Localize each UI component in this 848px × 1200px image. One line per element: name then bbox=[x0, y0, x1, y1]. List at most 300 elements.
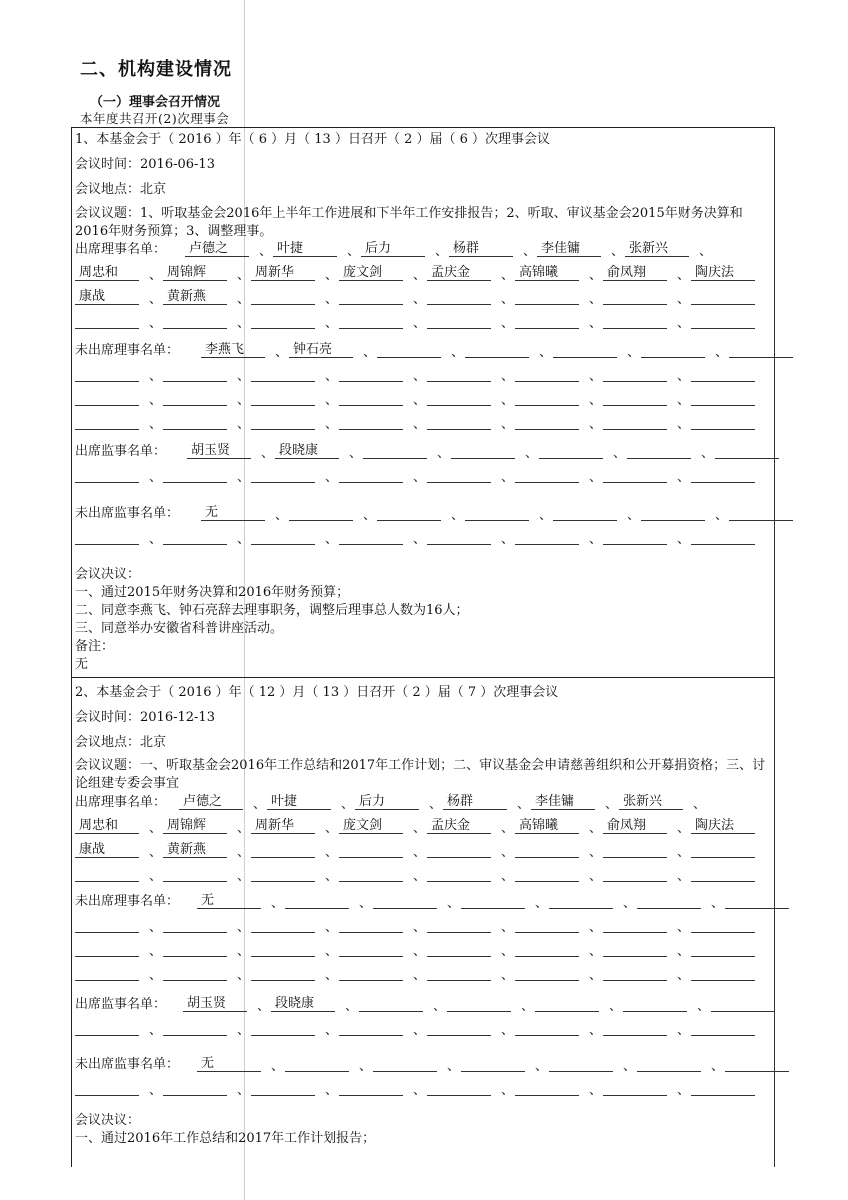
name-slot bbox=[603, 313, 667, 329]
name-separator: 、 bbox=[539, 508, 553, 523]
resolution-label: 会议决议： bbox=[75, 567, 141, 582]
name-separator: 、 bbox=[501, 393, 515, 408]
name-separator: 、 bbox=[501, 968, 515, 983]
name-separator: 、 bbox=[437, 446, 451, 461]
name-separator: 、 bbox=[501, 532, 515, 547]
name-slot bbox=[427, 313, 491, 329]
name-slot: 孟庆金 bbox=[427, 818, 491, 834]
name-slot bbox=[75, 1080, 139, 1096]
name-slot bbox=[715, 443, 779, 459]
name-slot bbox=[75, 366, 139, 382]
name-slot bbox=[427, 289, 491, 305]
resolution-item: 一、通过2016年工作总结和2017年工作计划报告； bbox=[75, 1131, 376, 1146]
place-label: 会议地点： bbox=[75, 735, 141, 750]
name-slot: 庞文剑 bbox=[339, 265, 403, 281]
name-separator: 、 bbox=[149, 292, 163, 307]
name-slot bbox=[623, 996, 687, 1012]
name-slot bbox=[427, 529, 491, 545]
name-separator: 、 bbox=[341, 797, 355, 812]
name-separator: 、 bbox=[237, 944, 251, 959]
name-separator: 、 bbox=[275, 508, 289, 523]
name-separator: 、 bbox=[413, 268, 427, 283]
name-slot bbox=[163, 917, 227, 933]
name-separator: 、 bbox=[149, 821, 163, 836]
name-slot: 孟庆金 bbox=[427, 265, 491, 281]
name-separator: 、 bbox=[271, 896, 285, 911]
name-separator: 、 bbox=[677, 869, 691, 884]
absent-directors-list bbox=[75, 893, 769, 989]
name-slot bbox=[553, 505, 617, 521]
name-separator: 、 bbox=[501, 316, 515, 331]
name-separator: 、 bbox=[677, 470, 691, 485]
name-slot bbox=[251, 467, 315, 483]
list-label: 出席监事名单： bbox=[75, 997, 167, 1012]
name-slot bbox=[729, 342, 793, 358]
name-slot bbox=[553, 342, 617, 358]
name-separator: 、 bbox=[149, 393, 163, 408]
name-separator: 、 bbox=[413, 316, 427, 331]
name-separator: 、 bbox=[349, 446, 363, 461]
name-slot bbox=[163, 390, 227, 406]
name-separator: 、 bbox=[589, 1083, 603, 1098]
name-slot bbox=[359, 996, 423, 1012]
name-slot bbox=[163, 529, 227, 545]
name-slot: 无 bbox=[201, 505, 265, 521]
name-separator: 、 bbox=[325, 393, 339, 408]
name-separator: 、 bbox=[501, 821, 515, 836]
time-label: 会议时间： bbox=[75, 157, 141, 172]
name-slot bbox=[691, 842, 755, 858]
name-separator: 、 bbox=[325, 316, 339, 331]
name-slot bbox=[163, 467, 227, 483]
name-separator: 、 bbox=[429, 797, 443, 812]
name-slot bbox=[461, 893, 525, 909]
name-separator: 、 bbox=[501, 1083, 515, 1098]
name-separator: 、 bbox=[589, 268, 603, 283]
name-separator: 、 bbox=[589, 869, 603, 884]
name-separator: 、 bbox=[237, 968, 251, 983]
meeting-time-row bbox=[75, 156, 215, 174]
name-separator: 、 bbox=[325, 968, 339, 983]
name-separator: 、 bbox=[363, 508, 377, 523]
name-slot: 杨群 bbox=[449, 241, 513, 257]
meeting-heading: 1、本基金会于（ 2016 ）年（ 6 ）月（ 13 ）日召开（ 2 ）届（ 6 ）次理事会议 bbox=[75, 132, 551, 147]
name-separator: 、 bbox=[363, 345, 377, 360]
name-slot: 康战 bbox=[75, 289, 139, 305]
name-separator: 、 bbox=[149, 869, 163, 884]
name-separator: 、 bbox=[589, 968, 603, 983]
name-slot: 胡玉贤 bbox=[183, 996, 247, 1012]
name-separator: 、 bbox=[501, 944, 515, 959]
name-slot: 周锦辉 bbox=[163, 265, 227, 281]
name-slot bbox=[603, 366, 667, 382]
name-separator: 、 bbox=[237, 470, 251, 485]
name-slot bbox=[515, 390, 579, 406]
name-slot bbox=[75, 313, 139, 329]
name-separator: 、 bbox=[677, 920, 691, 935]
time-label: 会议时间： bbox=[75, 710, 141, 725]
name-separator: 、 bbox=[677, 968, 691, 983]
meeting-place-row bbox=[75, 734, 166, 752]
name-separator: 、 bbox=[501, 268, 515, 283]
name-slot bbox=[75, 467, 139, 483]
resolution-label: 会议决议： bbox=[75, 1113, 141, 1128]
name-separator: 、 bbox=[237, 316, 251, 331]
name-slot: 周忠和 bbox=[75, 265, 139, 281]
name-slot bbox=[251, 866, 315, 882]
name-slot bbox=[75, 414, 139, 430]
name-slot bbox=[339, 1020, 403, 1036]
name-separator: 、 bbox=[359, 1059, 373, 1074]
name-slot bbox=[75, 866, 139, 882]
topic-label: 会议议题： bbox=[75, 758, 141, 773]
meeting-count-summary: 本年度共召开(2)次理事会 bbox=[80, 111, 230, 126]
name-slot bbox=[691, 289, 755, 305]
name-separator: 、 bbox=[677, 1023, 691, 1038]
resolution-item: 三、同意举办安徽省科普讲座活动。 bbox=[75, 621, 284, 636]
name-slot: 杨群 bbox=[443, 794, 507, 810]
name-slot bbox=[725, 893, 789, 909]
name-slot bbox=[427, 414, 491, 430]
table-left-border bbox=[71, 127, 72, 1167]
name-separator: 、 bbox=[237, 869, 251, 884]
name-slot bbox=[251, 1020, 315, 1036]
name-slot bbox=[251, 390, 315, 406]
name-slot bbox=[251, 414, 315, 430]
name-slot bbox=[451, 443, 515, 459]
name-slot: 周忠和 bbox=[75, 818, 139, 834]
name-separator: 、 bbox=[149, 845, 163, 860]
name-separator: 、 bbox=[347, 244, 361, 259]
name-separator: 、 bbox=[623, 896, 637, 911]
name-separator: 、 bbox=[325, 920, 339, 935]
name-slot bbox=[465, 505, 529, 521]
name-separator: 、 bbox=[677, 292, 691, 307]
name-separator: 、 bbox=[677, 1083, 691, 1098]
name-slot bbox=[711, 996, 775, 1012]
name-separator: 、 bbox=[501, 292, 515, 307]
name-separator: 、 bbox=[535, 896, 549, 911]
name-separator: 、 bbox=[413, 292, 427, 307]
name-separator: 、 bbox=[413, 470, 427, 485]
meeting-heading: 2、本基金会于（ 2016 ）年（ 12 ）月（ 13 ）日召开（ 2 ）届（ 7 ）次理事会议 bbox=[75, 685, 559, 700]
name-separator: 、 bbox=[237, 532, 251, 547]
name-slot: 叶捷 bbox=[267, 794, 331, 810]
name-separator: 、 bbox=[589, 944, 603, 959]
name-slot bbox=[641, 342, 705, 358]
name-separator: 、 bbox=[677, 821, 691, 836]
name-slot bbox=[515, 1020, 579, 1036]
name-separator: 、 bbox=[259, 244, 273, 259]
name-separator: 、 bbox=[525, 446, 539, 461]
name-separator: 、 bbox=[149, 369, 163, 384]
name-slot bbox=[251, 842, 315, 858]
name-separator: 、 bbox=[539, 345, 553, 360]
name-slot bbox=[75, 941, 139, 957]
topic-label: 会议议题： bbox=[75, 206, 141, 221]
name-separator: 、 bbox=[693, 797, 707, 812]
name-slot bbox=[377, 342, 441, 358]
name-separator: 、 bbox=[237, 369, 251, 384]
name-separator: 、 bbox=[589, 470, 603, 485]
name-slot bbox=[447, 996, 511, 1012]
absent-supervisors-list bbox=[75, 1056, 769, 1104]
name-slot: 后力 bbox=[355, 794, 419, 810]
name-separator: 、 bbox=[589, 821, 603, 836]
name-separator: 、 bbox=[711, 1059, 725, 1074]
name-separator: 、 bbox=[677, 845, 691, 860]
name-slot: 卢德之 bbox=[179, 794, 243, 810]
name-slot: 陶庆法 bbox=[691, 818, 755, 834]
name-separator: 、 bbox=[413, 845, 427, 860]
name-separator: 、 bbox=[237, 292, 251, 307]
name-separator: 、 bbox=[501, 1023, 515, 1038]
name-separator: 、 bbox=[699, 244, 713, 259]
name-slot: 高锦曦 bbox=[515, 265, 579, 281]
name-slot: 钟石亮 bbox=[289, 342, 353, 358]
name-slot: 张新兴 bbox=[619, 794, 683, 810]
name-slot bbox=[251, 366, 315, 382]
name-slot: 后力 bbox=[361, 241, 425, 257]
name-separator: 、 bbox=[413, 393, 427, 408]
name-separator: 、 bbox=[589, 316, 603, 331]
name-slot bbox=[515, 467, 579, 483]
name-slot bbox=[427, 390, 491, 406]
name-slot bbox=[603, 529, 667, 545]
name-slot bbox=[163, 1080, 227, 1096]
name-separator: 、 bbox=[149, 944, 163, 959]
name-slot bbox=[339, 414, 403, 430]
name-slot bbox=[515, 842, 579, 858]
name-slot: 卢德之 bbox=[185, 241, 249, 257]
name-separator: 、 bbox=[237, 417, 251, 432]
name-separator: 、 bbox=[623, 1059, 637, 1074]
name-slot bbox=[339, 1080, 403, 1096]
name-slot bbox=[515, 1080, 579, 1096]
name-separator: 、 bbox=[589, 845, 603, 860]
name-slot bbox=[603, 965, 667, 981]
name-separator: 、 bbox=[517, 797, 531, 812]
name-separator: 、 bbox=[589, 393, 603, 408]
name-slot: 周锦辉 bbox=[163, 818, 227, 834]
name-separator: 、 bbox=[435, 244, 449, 259]
name-separator: 、 bbox=[589, 920, 603, 935]
present-directors-list bbox=[75, 241, 769, 337]
name-separator: 、 bbox=[501, 470, 515, 485]
name-separator: 、 bbox=[149, 920, 163, 935]
name-slot bbox=[339, 313, 403, 329]
name-slot bbox=[251, 1080, 315, 1096]
name-separator: 、 bbox=[501, 869, 515, 884]
name-slot bbox=[285, 1056, 349, 1072]
name-slot bbox=[339, 917, 403, 933]
name-separator: 、 bbox=[609, 999, 623, 1014]
name-separator: 、 bbox=[413, 869, 427, 884]
name-separator: 、 bbox=[237, 845, 251, 860]
name-separator: 、 bbox=[257, 999, 271, 1014]
name-slot: 俞凤翔 bbox=[603, 265, 667, 281]
list-label: 未出席理事名单： bbox=[75, 894, 180, 909]
name-separator: 、 bbox=[433, 999, 447, 1014]
name-slot bbox=[163, 866, 227, 882]
meeting-time: 2016-06-13 bbox=[140, 157, 215, 172]
name-separator: 、 bbox=[413, 369, 427, 384]
name-slot bbox=[515, 414, 579, 430]
name-separator: 、 bbox=[501, 920, 515, 935]
name-slot bbox=[603, 842, 667, 858]
name-slot bbox=[603, 289, 667, 305]
resolution-item: 二、同意李燕飞、钟石亮辞去理事职务，调整后理事总人数为16人； bbox=[75, 603, 469, 618]
name-separator: 、 bbox=[325, 292, 339, 307]
name-separator: 、 bbox=[413, 417, 427, 432]
name-slot bbox=[427, 917, 491, 933]
name-separator: 、 bbox=[325, 821, 339, 836]
name-slot bbox=[427, 366, 491, 382]
name-slot bbox=[427, 1080, 491, 1096]
name-slot: 周新华 bbox=[251, 265, 315, 281]
name-slot: 高锦曦 bbox=[515, 818, 579, 834]
name-separator: 、 bbox=[501, 417, 515, 432]
name-separator: 、 bbox=[149, 968, 163, 983]
name-separator: 、 bbox=[325, 268, 339, 283]
meeting-divider bbox=[71, 677, 774, 678]
name-slot bbox=[75, 390, 139, 406]
name-separator: 、 bbox=[413, 1083, 427, 1098]
name-slot bbox=[549, 1056, 613, 1072]
name-separator: 、 bbox=[611, 244, 625, 259]
name-slot bbox=[515, 289, 579, 305]
name-separator: 、 bbox=[501, 845, 515, 860]
name-slot bbox=[163, 1020, 227, 1036]
name-separator: 、 bbox=[325, 869, 339, 884]
list-label: 未出席监事名单： bbox=[75, 1057, 180, 1072]
name-slot bbox=[539, 443, 603, 459]
name-separator: 、 bbox=[697, 999, 711, 1014]
name-separator: 、 bbox=[413, 920, 427, 935]
name-slot bbox=[427, 941, 491, 957]
name-slot bbox=[163, 414, 227, 430]
name-separator: 、 bbox=[149, 417, 163, 432]
name-slot bbox=[339, 467, 403, 483]
name-separator: 、 bbox=[325, 944, 339, 959]
name-slot bbox=[339, 965, 403, 981]
name-slot bbox=[637, 1056, 701, 1072]
name-separator: 、 bbox=[271, 1059, 285, 1074]
name-slot bbox=[339, 366, 403, 382]
name-separator: 、 bbox=[677, 369, 691, 384]
list-label: 出席理事名单： bbox=[75, 795, 167, 810]
name-separator: 、 bbox=[711, 896, 725, 911]
name-slot bbox=[627, 443, 691, 459]
name-slot: 李燕飞 bbox=[201, 342, 265, 358]
name-separator: 、 bbox=[149, 1023, 163, 1038]
name-slot: 李佳镛 bbox=[537, 241, 601, 257]
name-slot bbox=[515, 866, 579, 882]
name-separator: 、 bbox=[275, 345, 289, 360]
name-separator: 、 bbox=[149, 532, 163, 547]
name-slot: 陶庆法 bbox=[691, 265, 755, 281]
name-separator: 、 bbox=[613, 446, 627, 461]
name-separator: 、 bbox=[325, 369, 339, 384]
name-slot bbox=[427, 1020, 491, 1036]
name-slot: 黄新燕 bbox=[163, 842, 227, 858]
meeting-place-row bbox=[75, 181, 166, 199]
name-separator: 、 bbox=[677, 944, 691, 959]
meeting-topic-row bbox=[75, 205, 771, 241]
name-slot bbox=[691, 965, 755, 981]
name-separator: 、 bbox=[677, 393, 691, 408]
list-label: 出席理事名单： bbox=[75, 242, 167, 257]
name-separator: 、 bbox=[325, 417, 339, 432]
name-separator: 、 bbox=[677, 532, 691, 547]
name-slot bbox=[377, 505, 441, 521]
name-separator: 、 bbox=[325, 845, 339, 860]
name-slot: 庞文剑 bbox=[339, 818, 403, 834]
name-slot bbox=[75, 1020, 139, 1036]
name-slot: 俞凤翔 bbox=[603, 818, 667, 834]
name-separator: 、 bbox=[451, 345, 465, 360]
name-slot bbox=[289, 505, 353, 521]
name-slot bbox=[515, 917, 579, 933]
name-slot bbox=[251, 529, 315, 545]
name-slot bbox=[535, 996, 599, 1012]
name-slot bbox=[603, 1080, 667, 1096]
name-separator: 、 bbox=[237, 1083, 251, 1098]
meeting-time: 2016-12-13 bbox=[140, 710, 215, 725]
name-separator: 、 bbox=[345, 999, 359, 1014]
name-slot bbox=[427, 842, 491, 858]
name-slot bbox=[251, 313, 315, 329]
name-slot bbox=[549, 893, 613, 909]
name-separator: 、 bbox=[149, 470, 163, 485]
name-slot bbox=[515, 313, 579, 329]
name-slot bbox=[691, 390, 755, 406]
name-separator: 、 bbox=[589, 532, 603, 547]
name-slot: 段晓康 bbox=[275, 443, 339, 459]
subsection-title: （一）理事会召开情况 bbox=[90, 95, 221, 110]
name-slot bbox=[691, 313, 755, 329]
name-slot bbox=[691, 917, 755, 933]
name-slot bbox=[637, 893, 701, 909]
name-separator: 、 bbox=[237, 920, 251, 935]
name-separator: 、 bbox=[447, 896, 461, 911]
name-slot bbox=[603, 917, 667, 933]
name-separator: 、 bbox=[521, 999, 535, 1014]
name-slot bbox=[373, 893, 437, 909]
name-slot: 黄新燕 bbox=[163, 289, 227, 305]
name-slot bbox=[373, 1056, 437, 1072]
name-slot bbox=[75, 965, 139, 981]
name-slot bbox=[725, 1056, 789, 1072]
name-slot bbox=[339, 289, 403, 305]
name-slot bbox=[75, 917, 139, 933]
absent-supervisors-list bbox=[75, 505, 769, 553]
meeting-topic-row bbox=[75, 757, 771, 793]
absent-directors-list bbox=[75, 342, 769, 438]
name-separator: 、 bbox=[149, 316, 163, 331]
name-separator: 、 bbox=[237, 268, 251, 283]
name-slot bbox=[515, 366, 579, 382]
name-slot bbox=[603, 1020, 667, 1036]
name-slot: 李佳镛 bbox=[531, 794, 595, 810]
name-slot: 康战 bbox=[75, 842, 139, 858]
name-separator: 、 bbox=[261, 446, 275, 461]
name-separator: 、 bbox=[535, 1059, 549, 1074]
name-slot bbox=[603, 941, 667, 957]
name-slot bbox=[691, 529, 755, 545]
name-separator: 、 bbox=[447, 1059, 461, 1074]
name-slot bbox=[691, 467, 755, 483]
